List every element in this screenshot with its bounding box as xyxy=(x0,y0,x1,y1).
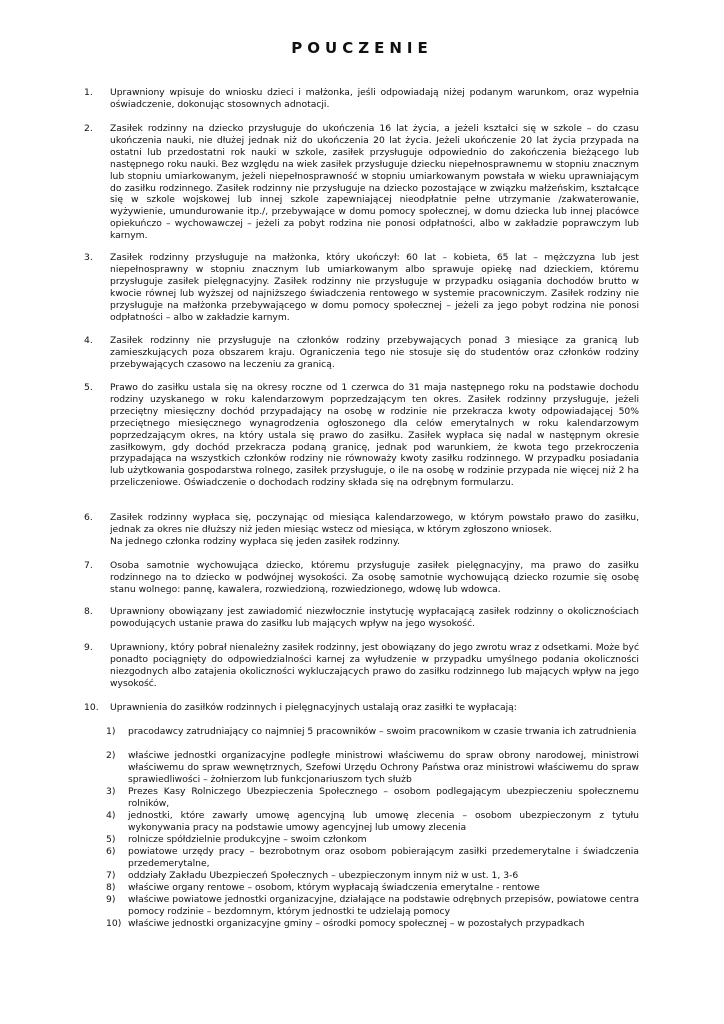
sub-item-text: pracodawcy zatrudniający co najmniej 5 pracowników – swoim pracownikom w czasie trwania ich zatrudnienia xyxy=(128,726,637,737)
list-item-9 xyxy=(84,642,639,690)
sub-item-4 xyxy=(106,810,639,834)
sub-item-text: oddziały Zakładu Ubezpieczeń Społecznych – ubezpieczonym innym niż w ust. 1, 3-6 xyxy=(128,870,519,881)
list-item-5 xyxy=(84,382,639,489)
list-item-7 xyxy=(84,560,639,596)
list-item-10 xyxy=(84,702,639,714)
item-number: 6. xyxy=(84,512,93,523)
item-number: 5. xyxy=(84,382,93,393)
item-number: 2. xyxy=(84,123,93,134)
item-number: 7. xyxy=(84,560,93,571)
item-text: Uprawniony obowiązany jest zawiadomić niezwłocznie instytucję wypłacającą zasiłek rodzinny o okolicznościach powodujących ustanie prawa do zasiłku lub mających wpływ na jego wysokość. xyxy=(110,606,639,629)
sub-item-8 xyxy=(106,882,639,894)
sub-item-number: 6) xyxy=(106,846,116,857)
item-text: Osoba samotnie wychowująca dziecko, któremu przysługuje zasiłek pielęgnacyjny, ma prawo do zasiłku rodzinnego na to dziecko w podwójnej wysokości. Za osobę samotnie wychowującą dziecko rozumie się osobę stanu wolnego: pannę, kawalera, rozwiedzioną, rozwiedzionego, wdowę lub wdowca. xyxy=(110,560,639,595)
sub-item-number: 1) xyxy=(106,726,116,737)
sub-item-9 xyxy=(106,894,639,918)
list-item-4 xyxy=(84,335,639,371)
item-text: Prawo do zasiłku ustala się na okresy roczne od 1 czerwca do 31 maja następnego roku na podstawie dochodu rodziny uzyskanego w roku kalendarzowym poprzedzającym ten okres. Zasiłek rodzinny przysługuje, jeżeli przeciętny miesięczny dochód przypadający na osobę w rodzinie nie przekracza kwoty odpowiadającej 50% przeciętnego miesięcznego wynagrodzenia ogłoszonego dla celów emerytalnych w roku kalendarzowym poprzedzającym okres, na który ustala się prawo do zasiłku. Zasiłek wypłaca się nadal w następnym okresie zasiłkowym, gdy dochód przekracza podaną granicę, jednak pod warunkiem, że kwota tego przekroczenia przypadająca na wszystkich członków rodziny nie równoważy kwoty zasiłku rodzinnego. W przypadku posiadania lub użytkowania gospodarstwa rolnego, zasiłek przysługuje, o ile na osobę w rodzinie przypada nie więcej niż 2 ha przeliczeniowe. Oświadczenie o dochodach rodziny składa się na odrębnym formularzu. xyxy=(110,382,639,489)
list-item-3 xyxy=(84,252,639,323)
sub-item-number: 4) xyxy=(106,810,116,821)
page-title: POUCZENIE xyxy=(291,39,433,57)
sub-item-number: 9) xyxy=(106,894,116,905)
sub-item-7 xyxy=(106,870,639,882)
sub-item-text: powiatowe urzędy pracy – bezrobotnym oraz osobom pobierającym zasiłki przedemerytalne i świadczenia przedemerytalne, xyxy=(128,846,639,869)
sub-item-5 xyxy=(106,834,639,846)
sub-item-text: rolnicze spółdzielnie produkcyjne – swoim członkom xyxy=(128,834,367,845)
item-text: Zasiłek rodzinny nie przysługuje na członków rodziny przebywających ponad 3 miesiące za granicą lub zamieszkujących poza obszarem kraju. Ograniczenia tego nie stosuje się do studentów oraz członków rodziny przebywających czasowo na leczeniu za granicą. xyxy=(110,335,639,370)
sub-item-text: właściwe organy rentowe – osobom, którym wypłacają świadczenia emerytalne - rentowe xyxy=(128,882,540,893)
sub-item-number: 10) xyxy=(106,918,122,929)
sub-item-3 xyxy=(106,786,639,810)
sub-item-2 xyxy=(106,750,639,786)
sub-item-text: jednostki, które zawarły umowę agencyjną lub umowę zlecenia – osobom ubezpieczonym z tytułu wykonywania pracy na podstawie umowy agencyjnej lub umowy zlecenia xyxy=(128,810,639,833)
list-item-2 xyxy=(84,123,639,242)
sub-item-text: właściwe jednostki organizacyjne gminy – ośrodki pomocy społecznej – w pozostałych przypadkach xyxy=(128,918,585,929)
item-text: Zasiłek rodzinny wypłaca się, poczynając od miesiąca kalendarzowego, w którym powstało prawo do zasiłku, jednak za okres nie dłuższy niż jeden miesiąc wstecz od miesiąca, w którym zgłoszono wniosek. xyxy=(110,512,639,535)
item-text: Uprawnienia do zasiłków rodzinnych i pielęgnacyjnych ustalają oraz zasiłki te wypłacają: xyxy=(110,702,517,713)
sub-item-text: właściwe powiatowe jednostki organizacyjne, działające na podstawie odrębnych przepisów, powiatowe centra pomocy rodzinie – bezdomnym, którym jednostki te udzielają pomocy xyxy=(128,894,639,917)
item-text: Zasiłek rodzinny przysługuje na małżonka, który ukończył: 60 lat – kobieta, 65 lat – mężczyzna lub jest niepełnosprawny w stopniu znacznym lub umiarkowanym albo sprawuje opiekę nad dzieckiem, któremu przysługuje zasiłek pielęgnacyjny. Zasiłek rodzinny nie przysługuje w przypadku osiągania dochodów brutto w kwocie równej lub wyższej od najniższego świadczenia rentowego w systemie pracowniczym. Zasiłek rodziny nie przysługuje na małżonka przebywającego w domu pomocy społecznej – jeżeli za jego pobyt rodzina nie ponosi odpłatności – albo w zakładzie karnym. xyxy=(110,252,639,323)
list-item-1 xyxy=(84,87,639,111)
list-item-6 xyxy=(84,512,639,548)
sub-item-number: 3) xyxy=(106,786,116,797)
item-text: Zasiłek rodzinny na dziecko przysługuje do ukończenia 16 lat życia, a jeżeli kształci się w szkole – do czasu ukończenia nauki, nie dłużej jednak niż do ukończenia 20 lat życia. Jeżeli ukończenie 20 lat życia przypada na ostatni lub przedostatni rok nauki w szkole, zasiłek przysługuje odpowiednio do zakończenia bieżącego lub następnego roku nauki. Bez względu na wiek zasiłek przysługuje dziecku niepełnosprawnemu w stopniu znacznym lub stopniu umiarkowanym, jeżeli niepełnosprawność w stopniu umiarkowanym powstała w wieku uprawniającym do zasiłku rodzinnego. Zasiłek rodzinny nie przysługuje na dziecko pozostające w związku małżeńskim, kształcące się w szkole wojskowej lub innej szkole zapewniającej nieodpłatnie pełne utrzymanie /zakwaterowanie, wyżywienie, umundurowanie itp./, przebywające w domu pomocy społecznej, w domu dziecka lub innej placówce opiekuńczo – wychowawczej – jeżeli za pobyt rodzina nie ponosi odpłatności, albo w zakładzie poprawczym lub karnym. xyxy=(110,123,639,242)
sub-item-number: 8) xyxy=(106,882,116,893)
sub-item-1 xyxy=(106,726,639,738)
sub-item-10 xyxy=(106,918,639,930)
sub-item-number: 7) xyxy=(106,870,116,881)
item-number: 9. xyxy=(84,642,93,653)
item-number: 10. xyxy=(84,702,99,713)
item-number: 8. xyxy=(84,606,93,617)
list-item-8 xyxy=(84,606,639,630)
item-text: Uprawniony wpisuje do wniosku dzieci i małżonka, jeśli odpowiadają niżej podanym warunkom, oraz wypełnia oświadczenie, dokonując stosownych adnotacji. xyxy=(110,87,639,110)
item-number: 4. xyxy=(84,335,93,346)
sub-item-number: 5) xyxy=(106,834,116,845)
item-number: 1. xyxy=(84,87,93,98)
sub-item-6 xyxy=(106,846,639,870)
sub-item-text: właściwe jednostki organizacyjne podległe ministrowi właściwemu do spraw obrony narodowej, ministrowi właściwemu do spraw wewnętrznych, Szefowi Urzędu Ochrony Państwa oraz ministrowi właściwemu do spraw sprawiedliwości – żołnierzom lub funkcjonariuszom tych służb xyxy=(128,750,639,785)
item-text: Uprawniony, który pobrał nienależny zasiłek rodzinny, jest obowiązany do jego zwrotu wraz z odsetkami. Może być ponadto pociągnięty do odpowiedzialności karnej za wyłudzenie w przypadku umyślnego podania okoliczności niezgodnych albo zatajenia okoliczności wykluczających prawo do zasiłku rodzinnego lub mających wpływ na jego wysokość. xyxy=(110,642,639,689)
item-text-2: Na jednego członka rodziny wypłaca się jeden zasiłek rodzinny. xyxy=(110,535,400,547)
item-number: 3. xyxy=(84,252,93,263)
sub-item-text: Prezes Kasy Rolniczego Ubezpieczenia Społecznego – osobom podlegającym ubezpieczeniu społecznemu rolników, xyxy=(128,786,639,809)
sub-item-number: 2) xyxy=(106,750,116,761)
